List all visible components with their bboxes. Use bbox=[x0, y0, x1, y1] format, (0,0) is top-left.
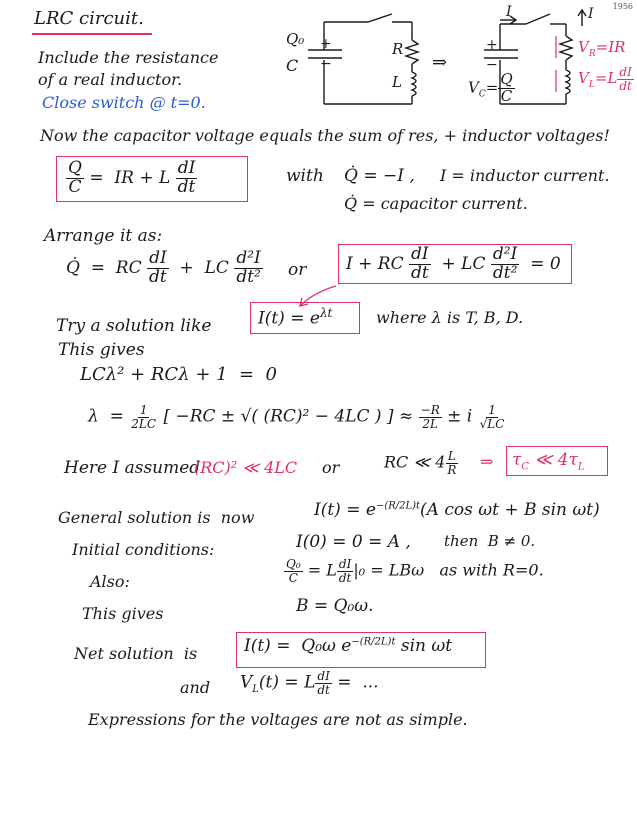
general-eq: I(t) = e bbox=[314, 500, 376, 520]
trial-solution bbox=[258, 306, 332, 329]
vl-solution bbox=[240, 670, 379, 696]
eq3-a: I + RC bbox=[346, 253, 404, 274]
eq2-mid: + LC bbox=[174, 257, 229, 278]
vr-rhs: =IR bbox=[595, 38, 626, 56]
vl-num: dI bbox=[619, 65, 632, 79]
curved-arrow bbox=[0, 0, 637, 330]
inductor-current-def: I = inductor current. bbox=[440, 166, 610, 185]
initial-text: Initial conditions: bbox=[72, 540, 215, 559]
lambda-r-frac bbox=[419, 404, 442, 430]
statement-line: Now the capacitor voltage equals the sum of res, + inductor voltages! bbox=[40, 126, 610, 145]
with-word: with bbox=[286, 166, 324, 186]
arrange-text: Arrange it as: bbox=[44, 226, 163, 246]
lambda-lhs: λ = bbox=[88, 406, 124, 427]
initial-then: then B ≠ 0. bbox=[444, 532, 536, 550]
eq1-num: dI bbox=[177, 158, 196, 178]
also-text: Also: bbox=[90, 572, 130, 591]
general-rest: (A cos ωt + B sin ωt) bbox=[420, 500, 600, 520]
intro-line-2: of a real inductor. bbox=[38, 70, 183, 89]
rc-num: L bbox=[447, 449, 456, 463]
intro-line-1: Include the resistance bbox=[38, 48, 219, 67]
circuit-arrow: ⇒ bbox=[432, 52, 448, 73]
tau-l-sub: L bbox=[577, 461, 585, 473]
also-eq: = L bbox=[307, 560, 337, 580]
general-exp: −(R/2L)t bbox=[375, 500, 421, 512]
eq2-num-1: dI bbox=[149, 248, 167, 268]
vc-equation: $V_C=$ $\frac{Q}{C}$ bbox=[468, 70, 513, 105]
eq2-den-2: dt² bbox=[236, 266, 261, 287]
lambda-pre-den: 2LC bbox=[131, 416, 157, 431]
capacitor-current-def: Q̇ = capacitor current. bbox=[344, 194, 528, 213]
also-den: C bbox=[288, 570, 298, 585]
eq3-c: = 0 bbox=[524, 253, 561, 274]
net-exp: −(R/2L)t bbox=[351, 636, 396, 648]
lambda-s-den: √LC bbox=[479, 416, 505, 431]
also-rest: |₀ = LBω as with R=0. bbox=[353, 560, 544, 580]
page-title: LRC circuit. bbox=[34, 8, 144, 29]
general-text: General solution is now bbox=[58, 508, 255, 527]
assumed-or: or bbox=[322, 458, 340, 477]
vr-sub: R bbox=[588, 49, 596, 59]
eq2-num-2: d²I bbox=[236, 248, 261, 268]
lambda-prefactor bbox=[129, 404, 158, 430]
also-num: Q₀ bbox=[286, 557, 301, 571]
tau-c: τ bbox=[512, 450, 522, 470]
vr-symbol: V bbox=[578, 38, 589, 56]
and-word: and bbox=[180, 678, 211, 697]
vl-sol-den: dt bbox=[317, 682, 330, 697]
circuit-c-label: C bbox=[286, 56, 299, 75]
rc-condition bbox=[384, 450, 458, 476]
tau-ll: ≪ 4τ bbox=[529, 450, 578, 470]
rc-frac bbox=[445, 450, 458, 476]
circuit-minus: − bbox=[320, 56, 332, 72]
eq3-den-2: dt² bbox=[492, 262, 518, 283]
lambda-approx: ≈ bbox=[398, 406, 414, 427]
vl-sol-v: V bbox=[240, 672, 253, 693]
lambda-equation bbox=[88, 404, 506, 430]
vl-rhs: =L bbox=[594, 69, 618, 88]
characteristic-equation: LCλ² + RCλ + 1 = 0 bbox=[80, 364, 278, 385]
page-number: 1956 bbox=[612, 2, 633, 11]
vl-sol-num: dI bbox=[317, 669, 330, 683]
vl-den: dt bbox=[619, 78, 632, 93]
vc-symbol: V bbox=[468, 78, 479, 97]
also-equation bbox=[284, 558, 544, 584]
circuit-right-minus: − bbox=[486, 57, 498, 73]
qdot-eq-1: Q̇ = −I , bbox=[344, 166, 415, 186]
vc-sub: C bbox=[478, 89, 486, 100]
initial-eq: I(0) = 0 = A , bbox=[296, 532, 411, 552]
rc-den: R bbox=[447, 462, 457, 477]
also-d-frac bbox=[337, 558, 354, 584]
lambda-s-num: 1 bbox=[488, 403, 496, 417]
tau-c-sub: C bbox=[521, 461, 530, 473]
also-dnum: dI bbox=[338, 557, 352, 571]
circuit-r-label: R bbox=[392, 40, 404, 58]
try-text: Try a solution like bbox=[56, 316, 212, 336]
eq3-num-1: dI bbox=[411, 244, 429, 264]
general-solution bbox=[314, 500, 600, 520]
assumed-text: Here I assumed bbox=[64, 458, 201, 478]
trial-exp: λt bbox=[319, 306, 333, 320]
vl-sol-sub: L bbox=[252, 683, 259, 695]
net-solution bbox=[244, 636, 452, 656]
b-equation: B = Q₀ω. bbox=[296, 596, 374, 616]
net-eq: I(t) = Q₀ω e bbox=[244, 636, 352, 656]
tau-arrow: ⇒ bbox=[480, 452, 494, 471]
lambda-sqrt-frac bbox=[478, 404, 507, 430]
tau-condition bbox=[512, 450, 585, 472]
eq1-mid: = IR + L bbox=[89, 167, 171, 188]
lambda-r-den: 2L bbox=[422, 416, 438, 431]
eq3-den-1: dt bbox=[410, 262, 429, 283]
vl-sol-mid: (t) = L bbox=[258, 672, 316, 693]
current-right-label: I bbox=[588, 6, 594, 22]
lambda-r-num: −R bbox=[420, 403, 440, 417]
intro-line-3: Close switch @ t=0. bbox=[42, 93, 206, 112]
vc-den: C bbox=[500, 86, 513, 105]
trial-eq: I(t) = e bbox=[258, 308, 320, 329]
closing-text: Expressions for the voltages are not as simple. bbox=[88, 710, 468, 729]
this-gives-text: This gives bbox=[58, 340, 145, 360]
eq1-lhs-num: Q bbox=[68, 158, 82, 178]
eq1-lhs-den: C bbox=[68, 176, 82, 197]
circuit-l-label: L bbox=[392, 73, 402, 91]
vl-sub: L bbox=[588, 80, 595, 91]
vl-sol-rest: = ... bbox=[331, 672, 379, 693]
lambda-bracket: [ −RC ± √( (RC)² − 4LC ) ] bbox=[163, 406, 394, 427]
eq3-num-2: d²I bbox=[492, 244, 518, 264]
current-arrow-label: I bbox=[506, 4, 512, 20]
this-gives-2-text: This gives bbox=[82, 604, 164, 623]
assumed-condition: (RC)² ≪ 4LC bbox=[194, 458, 298, 477]
eq3-b: + LC bbox=[436, 253, 486, 274]
also-q0-frac bbox=[284, 558, 303, 584]
vl-symbol: V bbox=[578, 69, 589, 88]
where-text: where λ is T, B, D. bbox=[376, 308, 524, 327]
eq2-lhs: Q̇ = RC bbox=[66, 257, 142, 278]
circuit-plus: + bbox=[320, 36, 332, 52]
eq1-den: dt bbox=[177, 176, 196, 197]
rc-text: RC ≪ 4 bbox=[384, 452, 446, 472]
eq2-den-1: dt bbox=[149, 266, 167, 287]
lambda-pm-i: ± i bbox=[447, 406, 473, 427]
also-dden: dt bbox=[338, 570, 352, 585]
net-text: Net solution is bbox=[74, 644, 198, 663]
eq2-or: or bbox=[288, 260, 307, 280]
vl-sol-frac bbox=[315, 670, 332, 696]
net-rest: sin ωt bbox=[395, 636, 453, 656]
vc-num: Q bbox=[500, 70, 513, 88]
circuit-q0-label: Q₀ bbox=[286, 30, 305, 48]
circuit-right-plus: + bbox=[486, 37, 498, 53]
lambda-pre-num: 1 bbox=[139, 403, 148, 417]
